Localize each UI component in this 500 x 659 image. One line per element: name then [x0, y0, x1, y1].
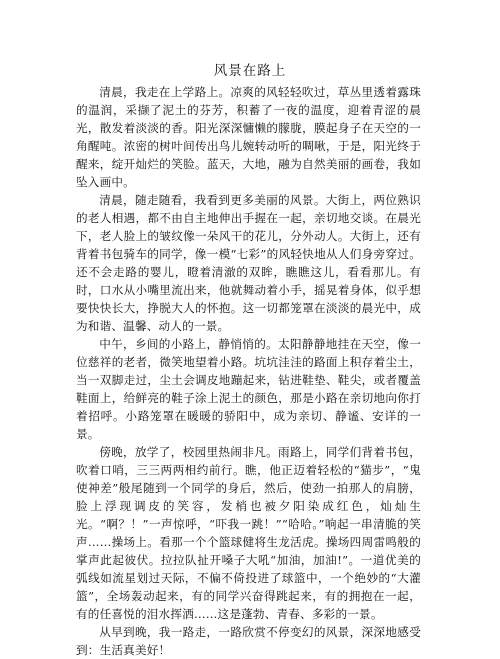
- document-body: [76, 83, 421, 659]
- paragraph-evening: 傍晚，放学了，校园里热闹非凡。雨路上，同学们背着书包，吹着口哨，三三两两相约前行。瞧，他正迈着轻松的“猫步”，“鬼使神差”般尾随到一个同学的身后，然后，使劲一拍那人的肩膀，脸上浮现调皮的笑容，发梢也被夕阳染成红色，灿灿生光。“啊？！”一声惊呼，“吓我一跳！”“哈哈。”响起一串清脆的笑声……操场上。看那一个个篮球健将生龙活虎。操场四周雷鸣般的掌声此起彼伏。拉拉队扯开嗓子大吼“加油，加油!”。一道优美的弧线如流星划过天际，不偏不倚投进了球篮中，一个绝妙的“大灌篮”，全场轰动起来，有的同学兴奋得跳起来，有的拥抱在一起，有的任喜悦的泪水挥洒……这是蓬勃、青春、多彩的一景。: [76, 445, 421, 621]
- paragraph-street-scenes: 清晨，随走随看，我看到更多美丽的风景。大街上，两位熟识的老人相遇，都不由自主地伸出手握在一起，亲切地交谈。在晨光下，老人脸上的皱纹像一朵风干的花儿，分外动人。大街上，还有背着书包骑车的同学，像一模“七彩”的风轻快地从人们身旁穿过。还不会走路的婴儿，瞪着清澈的双眸，瞧瞧这儿，看看那儿。有时，口水从小嘴里流出来，他就舞动着小手，摇晃着身体，似乎想要快快长大，挣脱大人的怀抱。这一切都笼罩在淡淡的晨光中，成为和谐、温馨、动人的一景。: [76, 193, 421, 333]
- paragraph-conclusion: 从早到晚，我一路走，一路欣赏不停变幻的风景，深深地感受到：生活真美好！: [76, 625, 421, 657]
- paragraph-noon: 中午，乡间的小路上，静悄悄的。太阳静静地挂在天空，像一位慈祥的老者，微笑地望着小路。坑坑洼洼的路面上积存着尘土，当一双脚走过，尘土会调皮地蹦起来，钻进鞋垫、鞋尖，或者覆盖鞋面上，给鲜亮的鞋子涂上泥土的颜色，那是小路在亲切地向你打着招呼。小路笼罩在暖暖的骄阳中，成为亲切、静谧、安详的一景。: [76, 337, 421, 441]
- paragraph-morning: 清晨，我走在上学路上。凉爽的风轻轻吹过，草丛里透着露珠的温润，采撷了泥土的芬芳，积蓄了一夜的温度，迎着青涩的晨光，散发着淡淡的香。阳光深深慵懒的朦胧，膜起身子在天空的一角醒吨。浓密的树叶间传出鸟儿婉转动听的啁啾，于是，阳光终于醒来，绽开灿烂的笑脸。蓝天，大地，融为自然美丽的画卷，我如坠入画中。: [76, 85, 421, 189]
- document-title: 风景在路上: [213, 63, 287, 79]
